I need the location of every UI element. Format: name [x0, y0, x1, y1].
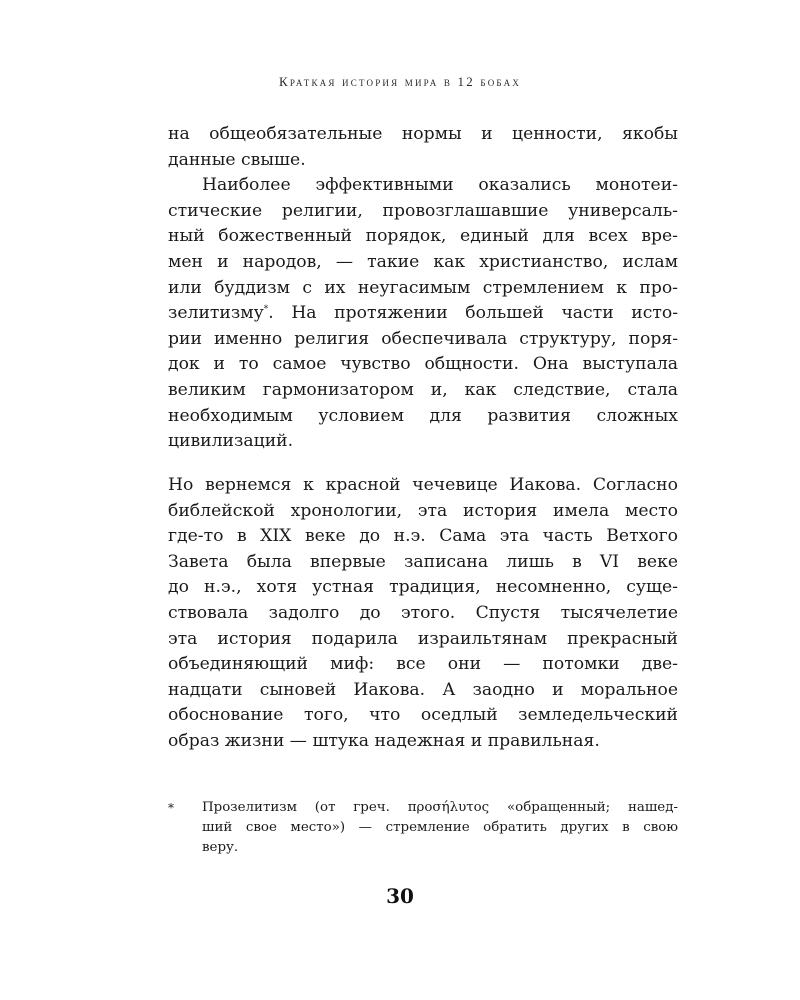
text-line: или буддизм с их неугасимым стремлением к про-	[168, 277, 678, 298]
text-fragment: . На протяжении большей части исто-	[268, 303, 678, 324]
text-line: объединяющий миф: все они — потомки две-	[168, 654, 678, 675]
text-line: ный божественный порядок, единый для всех вре-	[168, 226, 678, 247]
main-text-block	[168, 122, 678, 455]
footnote-marker: *	[168, 801, 174, 815]
text-line: док и то самое чувство общности. Она выступала	[168, 354, 678, 375]
footnote-line: Прозелитизм (от греч. προσήλυτος «обращенный; нашед-	[202, 800, 678, 815]
text-line: образ жизни — штука надежная и правильная.	[168, 730, 600, 751]
text-line: на общеобязательные нормы и ценности, якобы	[168, 124, 678, 144]
text-line: необходимым условием для развития сложных	[168, 405, 678, 426]
text-line	[168, 301, 678, 327]
text-line: надцати сыновей Иакова. А заодно и моральное	[168, 679, 678, 700]
text-line: цивилизаций.	[168, 431, 294, 452]
running-head: Краткая история мира в 12 бобах	[278, 74, 522, 89]
text-line: где-то в XIX веке до н.э. Сама эта часть Ветхого	[168, 526, 678, 547]
text-line: великим гармонизатором и, как следствие, стала	[168, 379, 678, 400]
text-line: библейской хронологии, эта история имела место	[168, 500, 678, 521]
page-number: 30	[386, 884, 414, 908]
text-line: рии именно религия обеспечивала структуру, поря-	[168, 328, 678, 349]
text-line: Завета была впервые записана лишь в VI веке	[168, 551, 678, 572]
text-line: Наиболее эффективными оказались монотеи-	[202, 175, 678, 196]
footnote-line: веру.	[202, 840, 239, 855]
text-line: стические религии, провозглашавшие универсаль-	[168, 200, 678, 221]
footnote-line: ший свое место») — стремление обратить других в свою	[202, 820, 678, 835]
text-line: мен и народов, — такие как христианство, ислам	[168, 251, 678, 272]
text-line: до н.э., хотя устная традиция, несомненно, суще-	[168, 577, 678, 598]
text-line: ствовала задолго до этого. Спустя тысячелетие	[168, 602, 678, 623]
text-line: Но вернемся к красной чечевице Иакова. Согласно	[168, 475, 678, 495]
footnote-reference[interactable]: *	[263, 304, 269, 315]
text-line: данные свыше.	[168, 149, 306, 170]
text-fragment: зелитизму	[168, 303, 264, 324]
text-line: эта история подарила израильтянам прекрасный	[168, 628, 678, 649]
footnote	[168, 798, 678, 858]
text-line: обоснование того, что оседлый земледельческий	[168, 705, 678, 726]
main-text-block	[168, 473, 678, 755]
footnote-body	[202, 798, 678, 858]
